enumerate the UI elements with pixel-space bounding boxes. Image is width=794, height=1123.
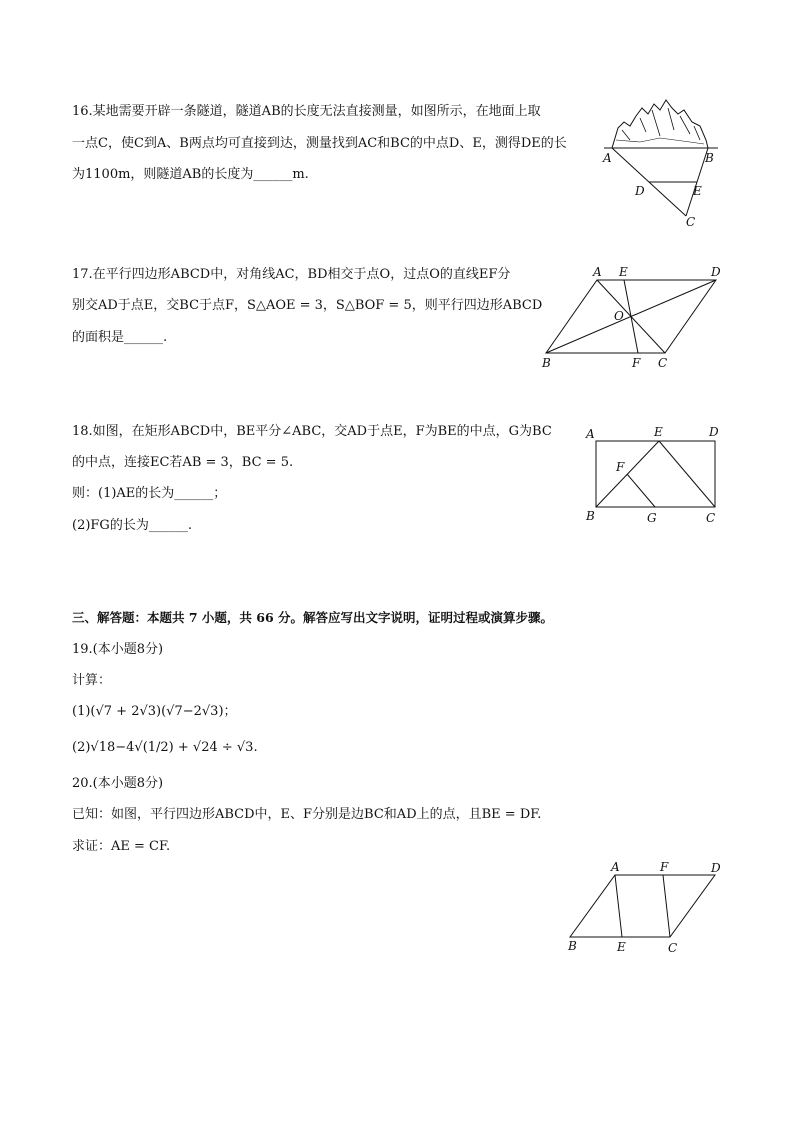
q18-line-2: 的中点，连接EC若AB = 3，BC = 5. [72,455,294,470]
q16-line-1: 16.某地需要开辟一条隧道，隧道AB的长度无法直接测量，如图所示，在地面上取 [72,104,541,119]
label-O: O [614,309,624,323]
q17-line-1: 17.在平行四边形ABCD中，对角线AC，BD相交于点O，过点O的直线EF分 [72,267,511,282]
label-D: D [709,425,719,439]
segment-CF [663,875,670,937]
q18-line-4: (2)FG的长为______. [72,518,192,533]
q16-line-2: 一点C，使C到A、B两点均可直接到达，测量找到AC和BC的中点D、E，测得DE的长 [72,136,567,151]
label-D: D [635,184,645,198]
label-D: D [711,861,721,875]
label-E: E [619,265,628,279]
label-C: C [686,215,696,229]
label-C: C [658,356,668,370]
label-C: C [668,941,678,955]
q20-prove: 求证：AE = CF. [72,839,171,854]
label-A: A [593,265,602,279]
q17-line-3: 的面积是______. [72,330,168,345]
label-F: F [660,860,669,874]
section-3-heading: 三、解答题：本题共 7 小题，共 66 分。解答应写出文字说明，证明过程或演算步骤。 [72,610,554,625]
label-A: A [603,151,612,165]
q18-line-1: 18.如图，在矩形ABCD中，BE平分∠ABC，交AD于点E，F为BE的中点，G为BC [72,424,552,439]
q18-line-3: 则：(1)AE的长为______； [72,486,227,501]
label-B: B [568,939,577,953]
label-A: A [611,860,620,874]
segment-AE [615,875,622,937]
q17-line-2: 别交AD于点E，交BC于点F，S△AOE = 3，S△BOF = 5，则平行四边形ABCD [72,298,543,313]
label-B: B [586,509,595,523]
q19-header: 19.(本小题8分) [72,642,164,657]
label-G: G [647,511,657,525]
q20-header: 20.(本小题8分) [72,776,164,791]
label-F: F [616,460,625,474]
q19-part-2: (2)√18−4√(1/2) + √24 ÷ √3. [72,740,258,755]
label-E: E [654,425,663,439]
label-D: D [711,265,721,279]
q19-part-1: (1)(√7 + 2√3)(√7−2√3)； [72,704,237,719]
parallelogram-ABCD [570,875,715,937]
label-C: C [706,511,716,525]
label-F: F [632,356,641,370]
label-B: B [705,151,714,165]
label-E: E [693,184,702,198]
q20-given: 已知：如图，平行四边形ABCD中，E、F分别是边BC和AD上的点，且BE = DF. [72,807,542,822]
label-A: A [586,427,595,441]
label-B: B [542,356,551,370]
q19-prompt: 计算： [72,673,112,688]
q16-line-3: 为1100m，则隧道AB的长度为______m. [72,167,309,182]
label-E: E [617,940,626,954]
